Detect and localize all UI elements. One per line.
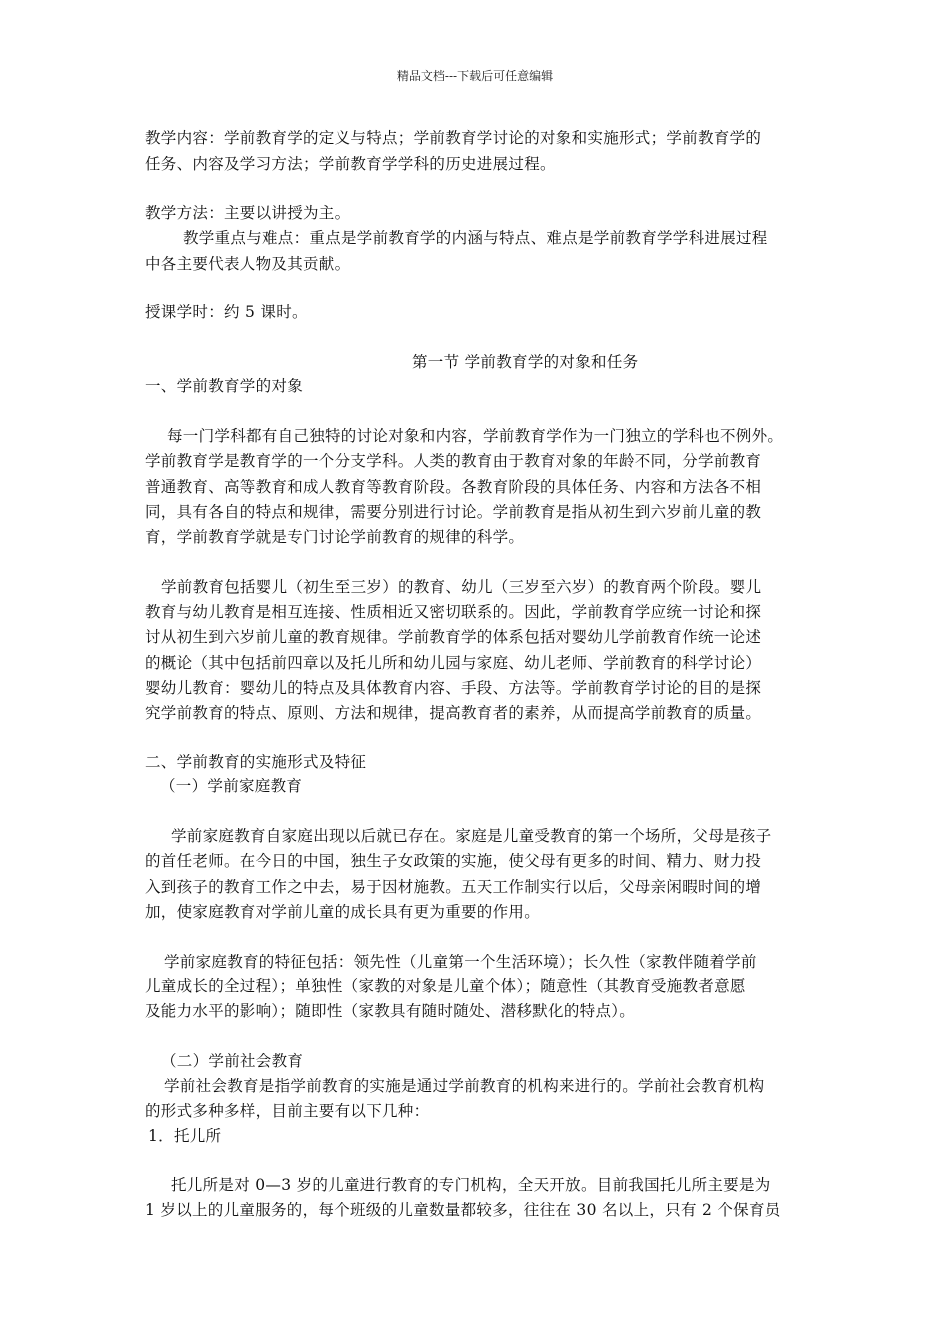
subsection-heading: （二）学前社会教育	[161, 1052, 304, 1070]
text-line: 授课学时：约 5 课时。	[145, 303, 308, 321]
text-line: 的形式多种多样，目前主要有以下几种：	[145, 1102, 430, 1120]
text-line: 学前教育包括婴儿（初生至三岁）的教育、幼儿（三岁至六岁）的教育两个阶段。婴儿	[161, 578, 762, 596]
subsection-heading: （一）学前家庭教育	[160, 777, 303, 795]
text-line: 儿童成长的全过程）；单独性（家教的对象是儿童个体）；随意性（其教育受施教者意愿	[145, 977, 746, 995]
text-line: 学前社会教育是指学前教育的实施是通过学前教育的机构来进行的。学前社会教育机构	[164, 1077, 765, 1095]
text-line: 的首任老师。在今日的中国，独生子女政策的实施，使父母有更多的时间、精力、财力投	[145, 852, 762, 870]
section-heading: 二、学前教育的实施形式及特征	[145, 753, 367, 771]
text-line: 学前家庭教育的特征包括：领先性（儿童第一个生活环境）；长久性（家教伴随着学前	[164, 953, 757, 971]
text-line: 托儿所是对 0—3 岁的儿童进行教育的专门机构，全天开放。目前我国托儿所主要是为	[171, 1176, 771, 1194]
text-line: 教学重点与难点：重点是学前教育学的内涵与特点、难点是学前教育学学科进展过程	[183, 229, 768, 247]
section-heading: 一、学前教育学的对象	[145, 377, 304, 395]
text-line: 及能力水平的影响）；随即性（家教具有随时随处、潜移默化的特点）。	[145, 1002, 636, 1020]
text-line: 婴幼儿教育：婴幼儿的特点及具体教育内容、手段、方法等。学前教育学讨论的目的是探	[145, 679, 762, 697]
page-header: 精品文档---下载后可任意编辑	[396, 69, 554, 83]
text-line: 加，使家庭教育对学前儿童的成长具有更为重要的作用。	[145, 903, 541, 921]
text-line: 的概论（其中包括前四章以及托儿所和幼儿园与家庭、幼儿老师、学前教育的科学讨论）	[145, 654, 762, 672]
text-line: 普通教育、高等教育和成人教育等教育阶段。各教育阶段的具体任务、内容和方法各不相	[145, 478, 762, 496]
text-line: 1 岁以上的儿童服务的，每个班级的儿童数量都较多，往往在 30 名以上，只有 2 个保育员	[145, 1201, 781, 1219]
list-heading: 1．托儿所	[148, 1127, 222, 1145]
text-line: 讨从初生到六岁前儿童的教育规律。学前教育学的体系包括对婴幼儿学前教育作统一论述	[145, 628, 762, 646]
text-line: 育，学前教育学就是专门讨论学前教育的规律的科学。	[145, 528, 525, 546]
text-line: 同，具有各自的特点和规律，需要分别进行讨论。学前教育是指从初生到六岁前儿童的教	[145, 503, 762, 521]
text-line: 教学内容：学前教育学的定义与特点；学前教育学讨论的对象和实施形式；学前教育学的	[145, 129, 762, 147]
text-line: 究学前教育的特点、原则、方法和规律，提高教育者的素养，从而提高学前教育的质量。	[145, 704, 762, 722]
text-line: 入到孩子的教育工作之中去，易于因材施教。五天工作制实行以后，父母亲闲暇时间的增	[145, 878, 762, 896]
section-title: 第一节 学前教育学的对象和任务	[412, 353, 639, 371]
text-line: 教学方法：主要以讲授为主。	[145, 204, 351, 222]
text-line: 教育与幼儿教育是相互连接、性质相近又密切联系的。因此，学前教育学应统一讨论和探	[145, 603, 762, 621]
text-line: 每一门学科都有自己独特的讨论对象和内容，学前教育学作为一门独立的学科也不例外。	[167, 427, 784, 445]
text-line: 中各主要代表人物及其贡献。	[145, 255, 351, 273]
text-line: 任务、内容及学习方法；学前教育学学科的历史进展过程。	[145, 155, 556, 173]
text-line: 学前教育学是教育学的一个分支学科。人类的教育由于教育对象的年龄不同，分学前教育	[145, 452, 762, 470]
text-line: 学前家庭教育自家庭出现以后就已存在。家庭是儿童受教育的第一个场所，父母是孩子	[171, 827, 772, 845]
